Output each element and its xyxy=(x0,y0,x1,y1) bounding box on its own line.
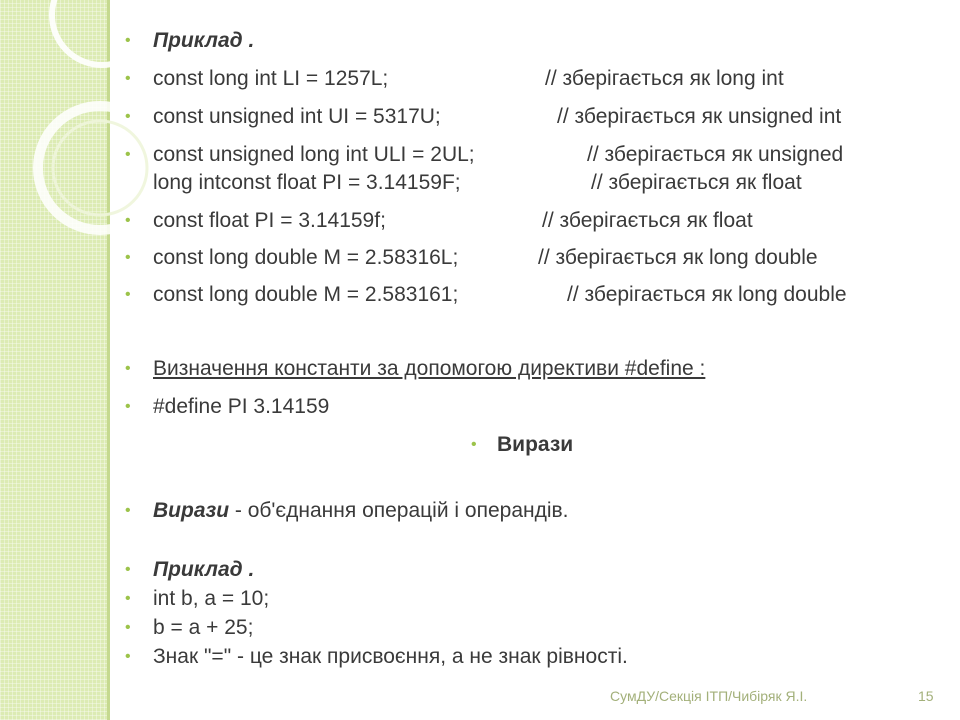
code-text: const long double M = 2.583161; xyxy=(153,283,459,306)
section-heading: Вирази xyxy=(497,433,574,456)
footer-author: СумДУ/Секція ІТП/Чибіряк Я.І. xyxy=(610,688,808,704)
bullet-icon: • xyxy=(125,502,131,519)
bullet-icon: • xyxy=(125,146,131,163)
bullet-icon: • xyxy=(125,212,131,229)
code-comment: // зберігається як long double xyxy=(538,246,818,269)
definition-rest: - об'єднання операцій і операндів. xyxy=(229,499,569,522)
code-text: const long int LI = 1257L; xyxy=(153,67,389,90)
bullet-icon: • xyxy=(125,619,131,636)
page-number: 15 xyxy=(918,688,934,704)
deco-circle-large xyxy=(38,106,160,230)
example-label: Приклад . xyxy=(153,558,255,581)
bullet-icon: • xyxy=(125,561,131,578)
code-text: const unsigned long int ULI = 2UL; xyxy=(153,143,475,166)
code-comment: // зберігається як float xyxy=(542,209,753,232)
deco-circle-top xyxy=(52,0,152,65)
bullet-icon: • xyxy=(125,360,131,377)
code-text: const long double M = 2.58316L; xyxy=(153,246,459,269)
code-text: long intconst float PI = 3.14159F; xyxy=(153,171,461,194)
code-text: b = a + 25; xyxy=(153,616,254,639)
deco-circle-inner xyxy=(53,121,147,215)
code-text: int b, a = 10; xyxy=(153,587,270,610)
circles-decoration xyxy=(0,0,160,260)
bullet-icon: • xyxy=(125,32,131,49)
bullet-icon: • xyxy=(125,249,131,266)
define-code: #define PI 3.14159 xyxy=(153,395,330,418)
definition-term: Вирази xyxy=(153,499,230,522)
bullet-icon: • xyxy=(471,436,477,453)
code-comment: // зберігається як long double xyxy=(567,283,847,306)
code-comment: // зберігається як unsigned xyxy=(587,143,844,166)
define-heading: Визначення константи за допомогою директиви #define : xyxy=(153,357,706,380)
code-comment: // зберігається як long int xyxy=(545,67,784,90)
code-comment: // зберігається як unsigned int xyxy=(557,105,842,128)
code-text: const unsigned int UI = 5317U; xyxy=(153,105,441,128)
code-text: const float PI = 3.14159f; xyxy=(153,209,386,232)
assignment-note: Знак "=" - це знак присвоєння, а не знак рівності. xyxy=(153,645,628,668)
bullet-icon: • xyxy=(125,648,131,665)
bullet-icon: • xyxy=(125,398,131,415)
bullet-icon: • xyxy=(125,286,131,303)
bullet-icon: • xyxy=(125,590,131,607)
definition-text xyxy=(153,498,569,524)
bullet-icon: • xyxy=(125,70,131,87)
code-comment: // зберігається як float xyxy=(591,171,802,194)
bullet-icon: • xyxy=(125,108,131,125)
example-label: Приклад . xyxy=(153,29,255,52)
